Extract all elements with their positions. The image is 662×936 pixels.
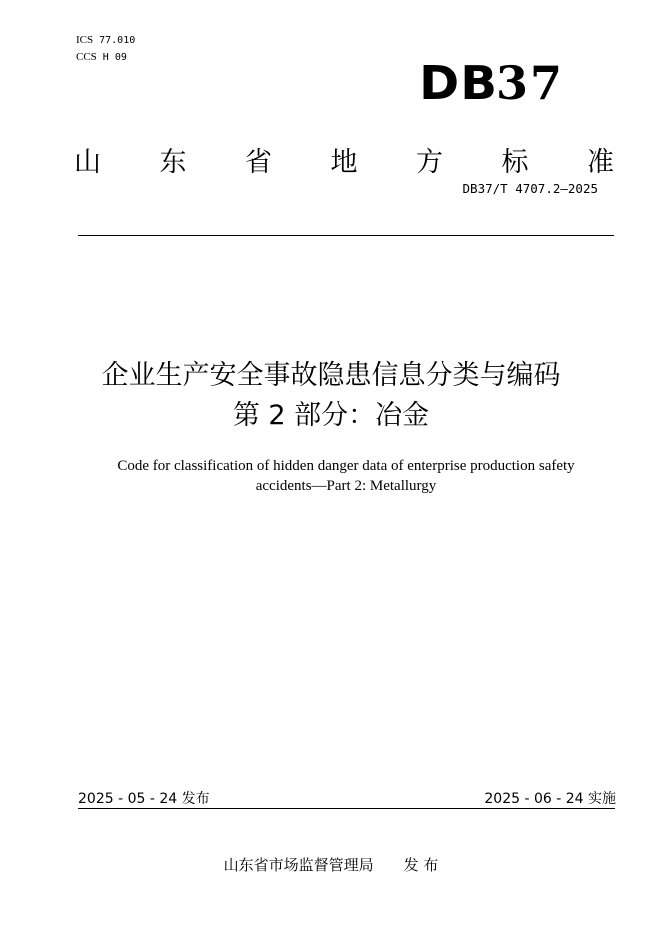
ccs-label: CCS (76, 51, 97, 63)
english-title: Code for classification of hidden danger data of enterprise production safety accidents—Part 2: Metallurgy (117, 458, 575, 494)
issuing-authority (0, 854, 662, 875)
issuer-name: 山东省市场监督管理局 (223, 856, 374, 874)
document-title: 企业生产安全事故隐患信息分类与编码 (101, 360, 561, 391)
ics-code (76, 32, 135, 49)
title-char: 地 (330, 147, 358, 178)
ccs-code (76, 49, 135, 66)
ics-label: ICS (76, 34, 94, 46)
title-char: 标 (501, 147, 529, 178)
document-subtitle: 第 2 部分：冶金 (232, 400, 430, 431)
title-char: 方 (416, 147, 443, 178)
header-divider (78, 235, 614, 236)
title-char: 省 (245, 147, 272, 178)
implementation-date: 2025 - 06 - 24 实施 (484, 791, 616, 807)
db37-logo (418, 56, 564, 110)
footer-divider (78, 808, 615, 809)
logo-number: 37 (495, 56, 564, 110)
standard-number: DB37/T 4707.2—2025 (462, 181, 598, 196)
title-char: 东 (159, 147, 187, 178)
title-char: 山 (74, 147, 101, 178)
ccs-value: H 09 (102, 52, 127, 63)
standard-type-title (74, 146, 614, 180)
title-char: 准 (587, 147, 614, 178)
classification-codes (76, 32, 135, 66)
issue-date: 2025 - 05 - 24 发布 (78, 791, 210, 807)
issuer-action: 发 布 (403, 856, 439, 874)
ics-value: 77.010 (99, 35, 136, 46)
logo-letters: DB (418, 56, 498, 110)
